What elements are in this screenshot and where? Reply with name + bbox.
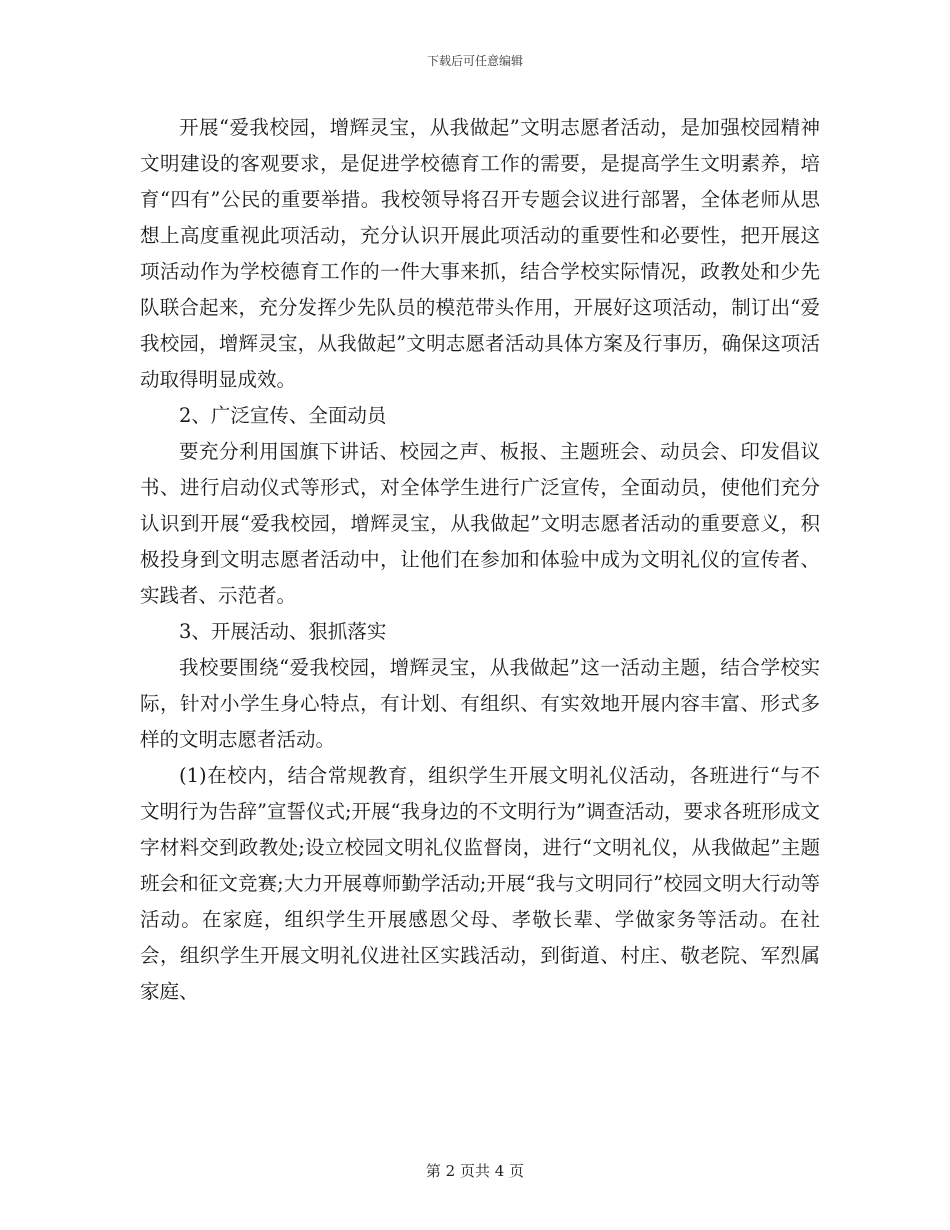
paragraph-publicity: 要充分利用国旗下讲话、校园之声、板报、主题班会、动员会、印发倡议书、进行启动仪式等形式，对全体学生进行广泛宣传，全面动员，使他们充分认识到开展“爱我校园，增辉灵宝，从我做起”文明志愿者活动的重要意义，积极投身到文明志愿者活动中，让他们在参加和体验中成为文明礼仪的宣传者、实践者、示范者。 [140,440,820,607]
section-heading-3: 3、开展活动、狠抓落实 [179,620,387,643]
paragraph-item-1: (1)在校内，结合常规教育，组织学生开展文明礼仪活动，各班进行“与不文明行为告辞”宣誓仪式;开展“我身边的不文明行为”调查活动，要求各班形成文字材料交到政教处;设立校园文明礼仪监督岗，进行“文明礼仪，从我做起”主题班会和征文竞赛;大力开展尊师勤学活动;开展“我与文明同行”校园文明大行动等活动。在家庭，组织学生开展感恩父母、孝敬长辈、学做家务等活动。在社会，组织学生开展文明礼仪进社区实践活动，到街道、村庄、敬老院、军烈属家庭、 [140,764,820,1003]
paragraph-activities: 我校要围绕“爱我校园，增辉灵宝，从我做起”这一活动主题，结合学校实际，针对小学生身心特点，有计划、有组织、有实效地开展内容丰富、形式多样的文明志愿者活动。 [140,656,820,751]
page-number: 第 2 页共 4 页 [425,1162,525,1180]
section-heading-2: 2、广泛宣传、全面动员 [179,404,387,427]
paragraph-intro: 开展“爱我校园，增辉灵宝，从我做起”文明志愿者活动，是加强校园精神文明建设的客观要求，是促进学校德育工作的需要，是提高学生文明素养，培育“四有”公民的重要举措。我校领导将召开专题会议进行部署，全体老师从思想上高度重视此项活动，充分认识开展此项活动的重要性和必要性，把开展这项活动作为学校德育工作的一件大事来抓，结合学校实际情况，政教处和少先队联合起来，充分发挥少先队员的模范带头作用，开展好这项活动，制订出“爱我校园，增辉灵宝，从我做起”文明志愿者活动具体方案及行事历，确保这项活动取得明显成效。 [140,116,820,391]
document-body [140,110,820,1010]
page-header: 下载后可任意编辑 [426,54,523,68]
